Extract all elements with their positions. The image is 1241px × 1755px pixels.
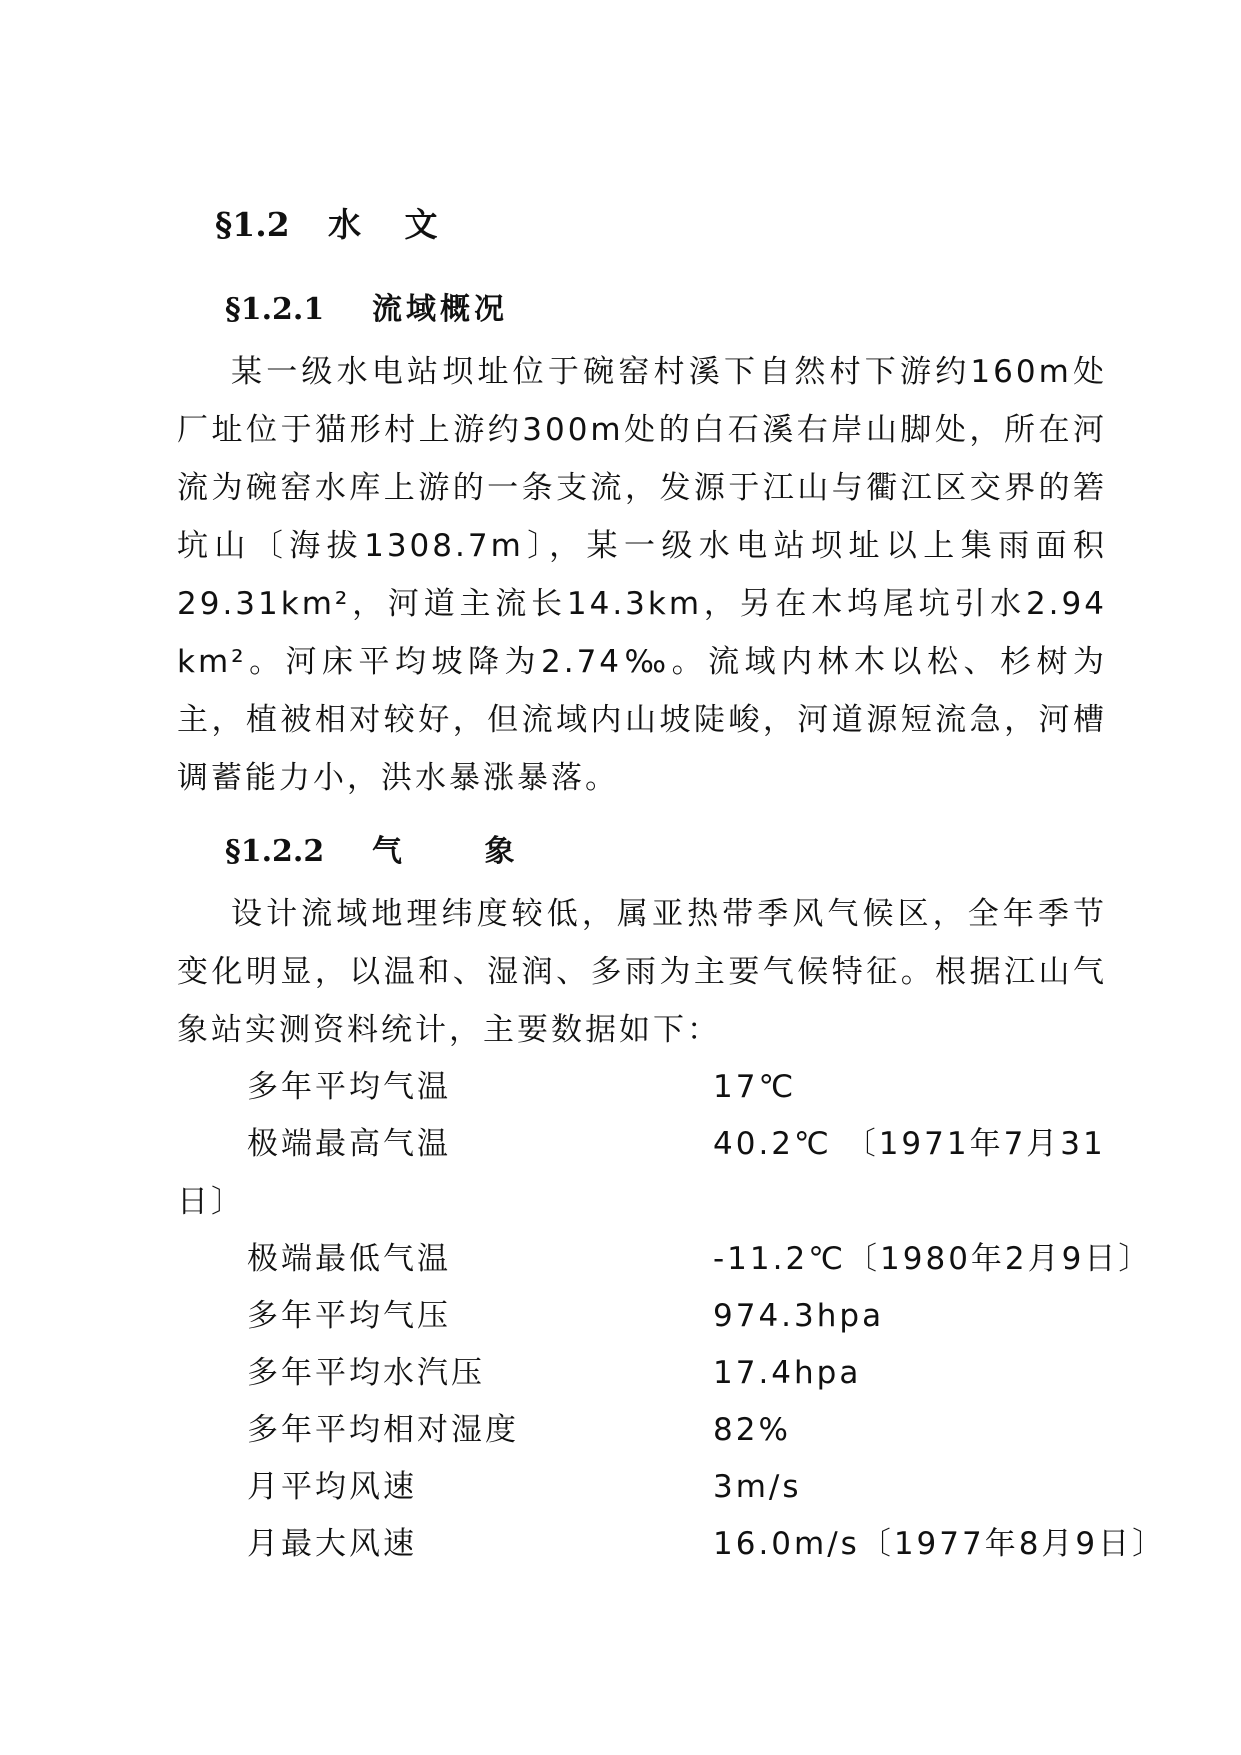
climate-label: 多年平均水汽压 [247,1355,485,1391]
climate-row [0,1058,1241,1116]
subsection-number: §1.2.2 [225,834,325,869]
climate-row [0,1458,1241,1516]
climate-label: 月平均风速 [247,1469,417,1505]
climate-label: 多年平均气压 [247,1298,451,1334]
watershed-paragraph: 某一级水电站坝址位于碗窑村溪下自然村下游约160m处厂址位于猫形村上游约300m处的白石溪右岸山脚处，所在河流为碗窑水库上游的一条支流，发源于江山与衢江区交界的箬坑山〔海拔1308.7m〕，某一级水电站坝址以上集雨面积29.31km²，河道主流长14.3km，另在木坞尾坑引水2.94 km²。河床平均坡降为2.74‰。流域内林木以松、杉树为主，植被相对较好，但流域内山坡陡峻，河道源短流急，河槽调蓄能力小，洪水暴涨暴落。 [177,354,1107,796]
climate-value: 3m/s [713,1469,802,1505]
climate-value: 16.0m/s〔1977年8月9日〕 [713,1526,1167,1562]
climate-label: 极端最低气温 [247,1241,451,1277]
climate-value: -11.2℃〔1980年2月9日〕 [713,1241,1153,1277]
section-heading [215,205,454,245]
climate-value: 974.3hpa [713,1298,885,1334]
climate-value-continuation: 日〕 [177,1184,245,1220]
climate-value: 40.2℃ 〔1971年7月31 [713,1126,1106,1162]
climate-label: 月最大风速 [247,1526,417,1562]
climate-value: 17.4hpa [713,1355,862,1391]
climate-paragraph: 设计流域地理纬度较低，属亚热带季风气候区，全年季节变化明显，以温和、湿润、多雨为主要气候特征。根据江山气象站实测资料统计，主要数据如下： [177,896,1107,1048]
climate-row [0,1115,1241,1220]
subsection-number: §1.2.1 [225,292,325,327]
subsection-heading-climate [225,832,550,872]
climate-row [0,1401,1241,1459]
climate-label: 多年平均相对湿度 [247,1412,519,1448]
climate-label: 极端最高气温 [247,1126,451,1162]
climate-row [0,1230,1241,1288]
climate-label: 多年平均气温 [247,1069,451,1105]
section-title: 水 文 [328,205,454,244]
subsection-title: 气 象 [372,834,551,869]
climate-row [0,1344,1241,1402]
subsection-heading-watershed [225,290,508,330]
climate-row [0,1287,1241,1345]
section-number: §1.2 [215,205,290,244]
subsection-title: 流域概况 [372,292,508,327]
climate-value: 82% [713,1412,791,1448]
climate-value: 17℃ [713,1069,797,1105]
climate-row [0,1515,1241,1573]
